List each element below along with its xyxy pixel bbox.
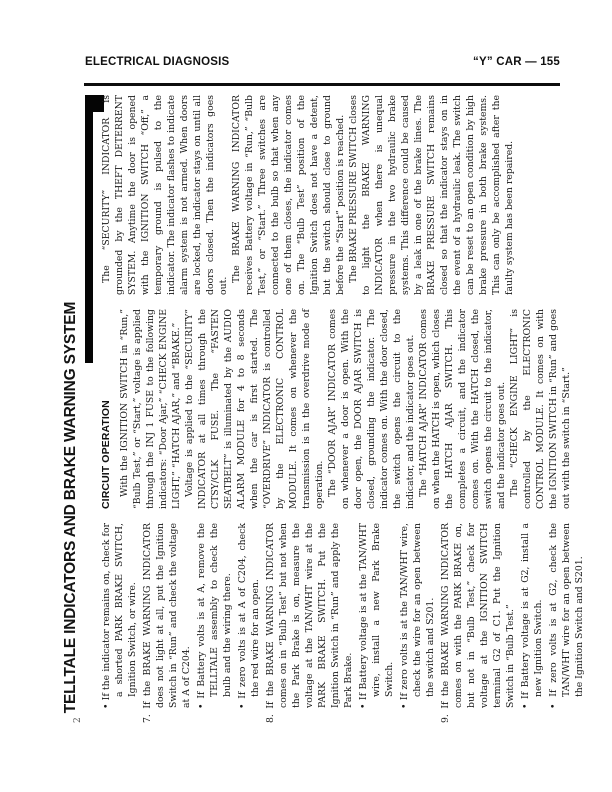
item-text: If Battery voltage is at the TAN/WHT wire, install a new Park Brake Switch. [358,523,395,704]
item-marker: 7. [142,714,153,723]
paragraph: Voltage is applied to the “SECURITY” INDICATOR at all times through the CTSY/CLK FUSE. The “FASTEN SEATBELT” is illuminated by the AUDIO ALARM MODULE for 4 to 8 seconds when the car is first started. The “OVERDRIVE” INDICATOR is controlled by the ELECTRONIC CONTROL MODULE. It comes on whenever the transmission is in the overdrive mode of operation. [184,309,325,509]
item-text: If Battery volts is at A, remove the TELLTALE assembly to check the bulb and the wiring there. [196,523,233,704]
bullet-item [236,523,262,723]
columns [100,95,585,723]
item-marker: • [237,703,248,709]
item-marker: • [196,703,207,709]
bullet-item [100,523,139,723]
item-marker: • [399,703,410,709]
item-marker: 9. [440,714,451,723]
item-text: If zero volts is at the TAN/WHT wire, check the wire for an open between the switch and S201. [399,523,436,704]
item-text: If Battery voltage is at G2, install a new Ignition Switch. [520,523,544,704]
section-number: 2 [73,717,83,723]
bullet-item [519,523,545,723]
bullet-item [547,523,586,723]
numbered-item [141,523,193,723]
rotated-content [62,95,585,723]
item-marker: 8. [265,714,276,723]
item-marker: • [101,703,112,709]
paragraph: With the IGNITION SWITCH in “Run,” “Bulb Test,” or “Start,” voltage is applied through the INJ 1 FUSE to the following indicators: “Door Ajar,” “CHECK ENGINE LIGHT,” “HATCH AJAR,” and “BRAKE.” [119,309,182,509]
paragraph: The “DOOR AJAR” INDICATOR comes on whenever a door is open. With the door open, the DOOR AJAR SWITCH is closed, grounding the indicator. The indicator comes on. With the door closed, the switch opens the circuit to the indicator, and the indicator goes out. [327,309,416,509]
bullet-item [357,523,396,723]
title-row [62,95,92,723]
item-marker: • [358,703,369,709]
column-3-paragraphs [100,95,516,295]
item-text: If the BRAKE WARNING INDICATOR comes on in “Bulb Test” but not when the Park Brake is on, measure the voltage at the TAN/WHT wire at the PARK BRAKE SWITCH. Put the Ignition Switch in “Run” and apply the Park Brake. [265,523,354,715]
header-section-title: ELECTRICAL DIAGNOSIS [85,56,230,68]
bullet-item [398,523,437,723]
page-title: TELLTALE INDICATORS AND BRAKE WARNING SYSTEM [62,301,79,714]
item-text: If the indicator remains on, check for a shorted PARK BRAKE SWITCH, Ignition Switch, or wire. [101,523,138,704]
column-3 [100,95,544,295]
numbered-item [439,523,517,723]
item-marker: • [520,703,531,709]
item-text: If zero volts is at A of C204, check the red wire for an open. [237,523,261,704]
column-1-list [100,523,585,723]
item-marker: • [548,703,559,709]
column-2 [100,309,572,509]
paragraph: The “SECURITY” INDICATOR is grounded by the THEFT DETERRENT SYSTEM. Anytime the door is opened with the IGNITION SWITCH “Off,” a temporary ground is pulsed to the indicator. The indicator flashes to indicate alarm system is not armed. When doors are locked, the indicator stays on until all doors closed. Then the indicators goes out. [101,95,229,295]
paragraph: The “HATCH AJAR” INDICATOR comes on when the HATCH is open, which closes the HATCH AJAR SWITCH. This completes a circuit, and the indicator comes on. With the HATCH closed, the switch opens the circuit to the indicator, and the indicator goes out. [418,309,507,509]
item-text: If the BRAKE WARNING INDICATOR comes on with the PARK BRAKE on, but not in “Bulb Test,” check for voltage at the IGNITION SWITCH terminal G2 of C1. Put the Ignition Switch in “Bulb Test.” [440,523,516,715]
paragraph: The “CHECK ENGINE LIGHT” is controlled by the ELECTRONIC CONTROL MODULE. It comes on with the IGNITION SWITCH in “Run” and goes out with the switch in “Start.” [509,309,572,509]
paragraph: The BRAKE PRESSURE SWITCH closes to light the BRAKE WARNING INDICATOR when there is unequal pressure in the two hydraulic brake systems. This difference could be caused by a leak in one of the brake lines. The BRAKE PRESSURE SWITCH remains closed so that the indicator stays on in the event of a hydraulic leak. The switch can be reset to an open condition by high brake pressure in both brake systems. This can only be accomplished after the faulty system has been repaired. [348,95,515,295]
item-text: If the BRAKE WARNING INDICATOR does not light at all, put the Ignition Switch in “Run” and check the voltage at A of C204. [142,523,192,715]
item-text: If zero volts is at G2, check the TAN/WHT wire for an open between the Ignition Switch and S201. [548,523,585,704]
header-rule [84,83,560,86]
column-2-paragraphs [118,309,573,509]
header-page-reference: “Y” CAR — 155 [473,56,560,68]
circuit-operation-heading: CIRCUIT OPERATION [100,400,112,509]
numbered-item [264,523,355,723]
bullet-item [195,523,234,723]
paragraph: The BRAKE WARNING INDICATOR receives Battery voltage in “Run,” “Bulb Test,” or “Start.” Three switches are connected to the bulb so that when any one of them closes, the indicator comes on. The “Bulb Test” position of the Ignition Switch does not have a detent, but the switch should close to ground before the “Start” position is reached. [231,95,346,295]
